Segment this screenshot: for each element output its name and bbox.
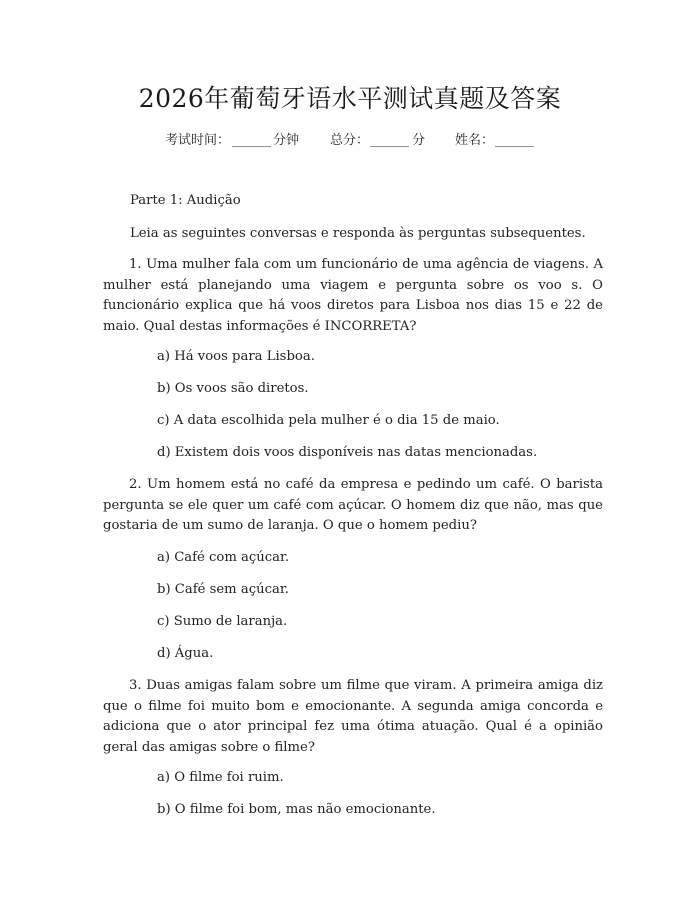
exam-time-label: 考试时间： (165, 133, 231, 148)
exam-time-unit: 分钟 (273, 133, 300, 148)
question-3-option-a: a) O filme foi ruim. (157, 770, 284, 785)
student-name-label: 姓名： (455, 133, 495, 148)
question-2-text: 2. Um homem está no café da empresa e pedindo um café. O barista pergunta se ele quer um café com açúcar. O homem diz que não, mas que gostaria de um sumo de laranja. O que o homem pediu? (103, 477, 603, 533)
exam-time-blank: ______ (232, 133, 271, 148)
question-3-option-b: b) O filme foi bom, mas não emocionante. (157, 802, 436, 817)
question-3-text: 3. Duas amigas falam sobre um filme que viram. A primeira amiga diz que o filme foi muito bom e emocionante. A segunda amiga concorda e adiciona que o ator principal fez uma ótima atuação. Qual é a opinião geral das amigas sobre o filme? (103, 678, 603, 755)
document-title: 2026年葡萄牙语水平测试真题及答案 (138, 84, 562, 113)
total-score-label: 总分： (330, 133, 370, 148)
question-2-option-b: b) Café sem açúcar. (157, 582, 289, 597)
exam-info-line (0, 130, 700, 152)
total-score-unit: 分 (412, 133, 426, 148)
question-1-option-b: b) Os voos são diretos. (157, 381, 309, 396)
question-1-text: 1. Uma mulher fala com um funcionário de uma agência de viagens. A mulher está planejando uma viagem e pergunta sobre os voo s. O funcionário explica que há voos diretos para Lisboa nos dias 15 e 22 de maio. Qual destas informações é INCORRETA? (103, 257, 603, 334)
question-2-option-d: d) Água. (157, 646, 214, 661)
student-name-blank: ______ (495, 133, 534, 148)
section-instructions: Leia as seguintes conversas e responda às perguntas subsequentes. (130, 226, 586, 241)
section-title: Parte 1: Audição (130, 193, 241, 208)
total-score-blank: ______ (370, 133, 409, 148)
question-1-option-a: a) Há voos para Lisboa. (157, 349, 315, 364)
question-1-option-c: c) A data escolhida pela mulher é o dia 15 de maio. (157, 413, 500, 428)
question-2-option-c: c) Sumo de laranja. (157, 614, 288, 629)
question-2-option-a: a) Café com açúcar. (157, 550, 290, 565)
question-1-option-d: d) Existem dois voos disponíveis nas datas mencionadas. (157, 445, 538, 460)
